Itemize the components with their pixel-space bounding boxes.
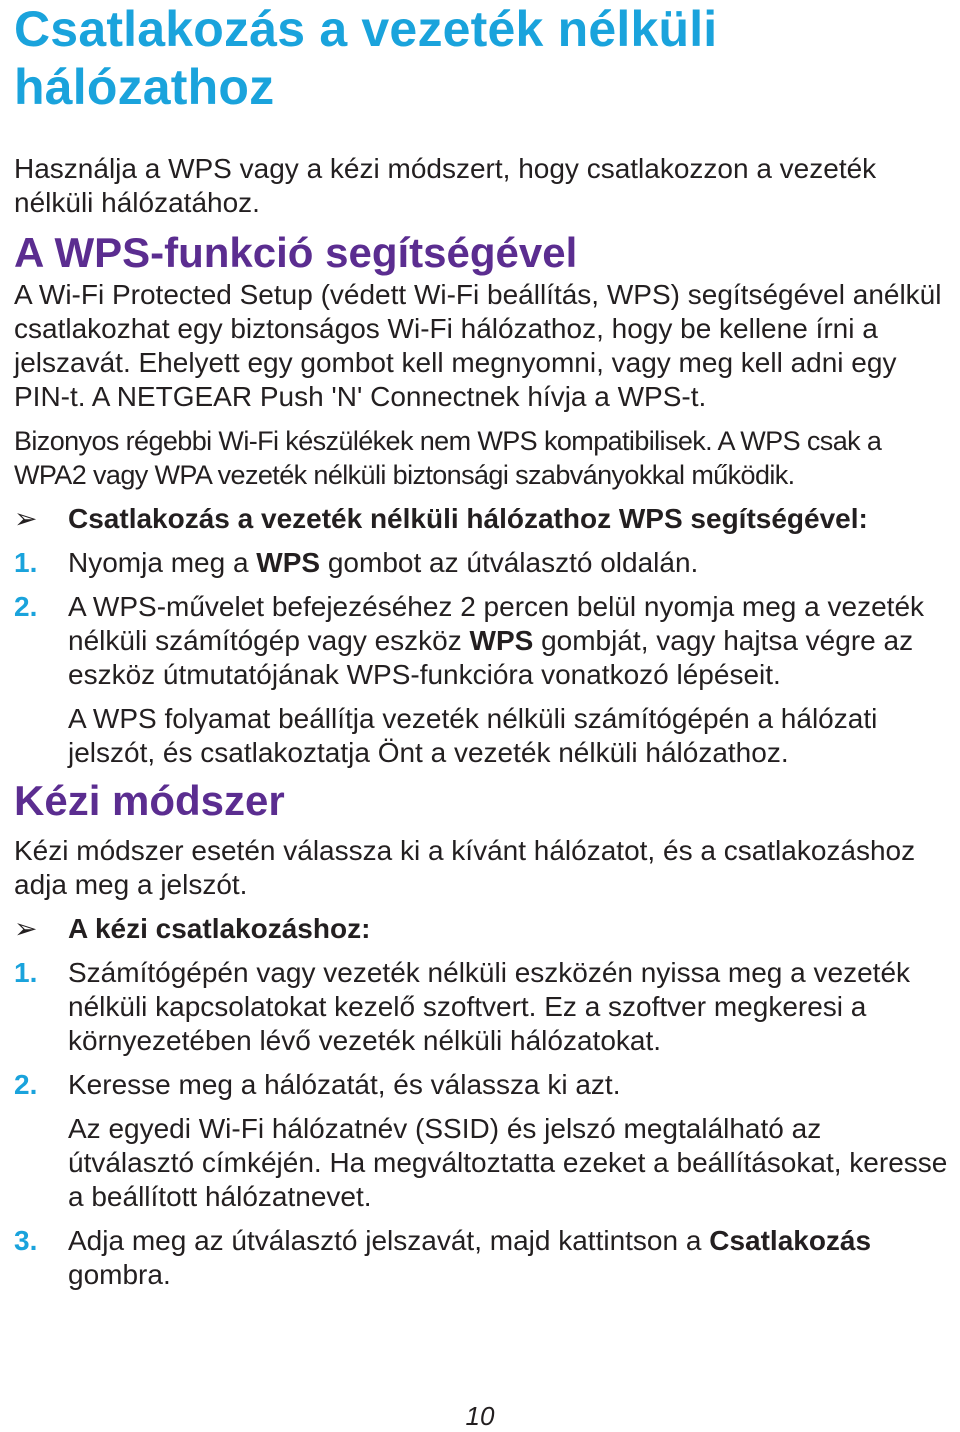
step-text: Adja meg az útválasztó jelszavát, majd kattintson a Csatlakozás gombra.	[68, 1225, 872, 1290]
wps-description: A Wi-Fi Protected Setup (védett Wi-Fi beállítás, WPS) segítségével anélkül csatlakozhat egy biztonságos Wi-Fi hálózathoz, hogy be kellene írni a jelszavát. Ehelyett egy gombot kell megnyomni, vagy meg kell adni egy PIN-t. A NETGEAR Push 'N' Connectnek hívja a WPS-t.	[14, 279, 942, 412]
manual-step-2-note: Az egyedi Wi-Fi hálózatnév (SSID) és jelszó megtalálható az útválasztó címkéjén. Ha megváltoztatta ezeket a beállításokat, keresse a beállított hálózatnevet.	[68, 1113, 948, 1212]
wps-heading: A WPS-funkció segítségével	[14, 229, 578, 276]
manual-procedure-title	[14, 912, 954, 946]
arrow-bullet-icon: ➢	[14, 503, 38, 534]
step-number: 1.	[14, 547, 38, 578]
document-page	[14, 0, 954, 1292]
wps-procedure-label: Csatlakozás a vezeték nélküli hálózathoz WPS segítségével:	[68, 503, 868, 534]
step-number: 3.	[14, 1225, 38, 1256]
manual-intro: Kézi módszer esetén válassza ki a kívánt hálózatot, és a csatlakozáshoz adja meg a jelszót.	[14, 835, 916, 900]
wps-step-1	[14, 546, 954, 580]
manual-heading: Kézi módszer	[14, 777, 285, 824]
manual-step-3	[14, 1224, 954, 1292]
intro-paragraph: Használja a WPS vagy a kézi módszert, hogy csatlakozzon a vezeték nélküli hálózatához.	[14, 153, 877, 218]
manual-procedure-label: A kézi csatlakozáshoz:	[68, 913, 371, 944]
step-number: 1.	[14, 957, 38, 988]
manual-step-2	[14, 1068, 954, 1102]
wps-procedure-title	[14, 502, 954, 536]
wps-compatibility-note: Bizonyos régebbi Wi-Fi készülékek nem WPS kompatibilisek. A WPS csak a WPA2 vagy WPA vezeték nélküli biztonsági szabványokkal működik.	[14, 426, 882, 490]
step-number: 2.	[14, 591, 38, 622]
wps-step-2-note: A WPS folyamat beállítja vezeték nélküli számítógépén a hálózati jelszót, és csatlakoztatja Önt a vezeték nélküli hálózathoz.	[68, 703, 878, 768]
step-text: Nyomja meg a WPS gombot az útválasztó oldalán.	[68, 547, 699, 578]
step-text: A WPS-művelet befejezéséhez 2 percen belül nyomja meg a vezeték nélküli számítógép vagy eszköz WPS gombját, vagy hajtsa végre az eszköz útmutatójának WPS-funkcióra vonatkozó lépéseit.	[68, 591, 925, 690]
page-title: Csatlakozás a vezeték nélküli hálózathoz	[14, 1, 718, 115]
arrow-bullet-icon: ➢	[14, 913, 38, 944]
page-number: 10	[465, 1401, 495, 1431]
wps-step-2	[14, 590, 954, 692]
manual-step-1	[14, 956, 954, 1058]
step-text: Számítógépén vagy vezeték nélküli eszközén nyissa meg a vezeték nélküli kapcsolatokat kezelő szoftvert. Ez a szoftver megkeresi a környezetében lévő vezeték nélküli hálózatokat.	[68, 957, 911, 1056]
step-text: Keresse meg a hálózatát, és válassza ki azt.	[68, 1069, 621, 1100]
step-number: 2.	[14, 1069, 38, 1100]
